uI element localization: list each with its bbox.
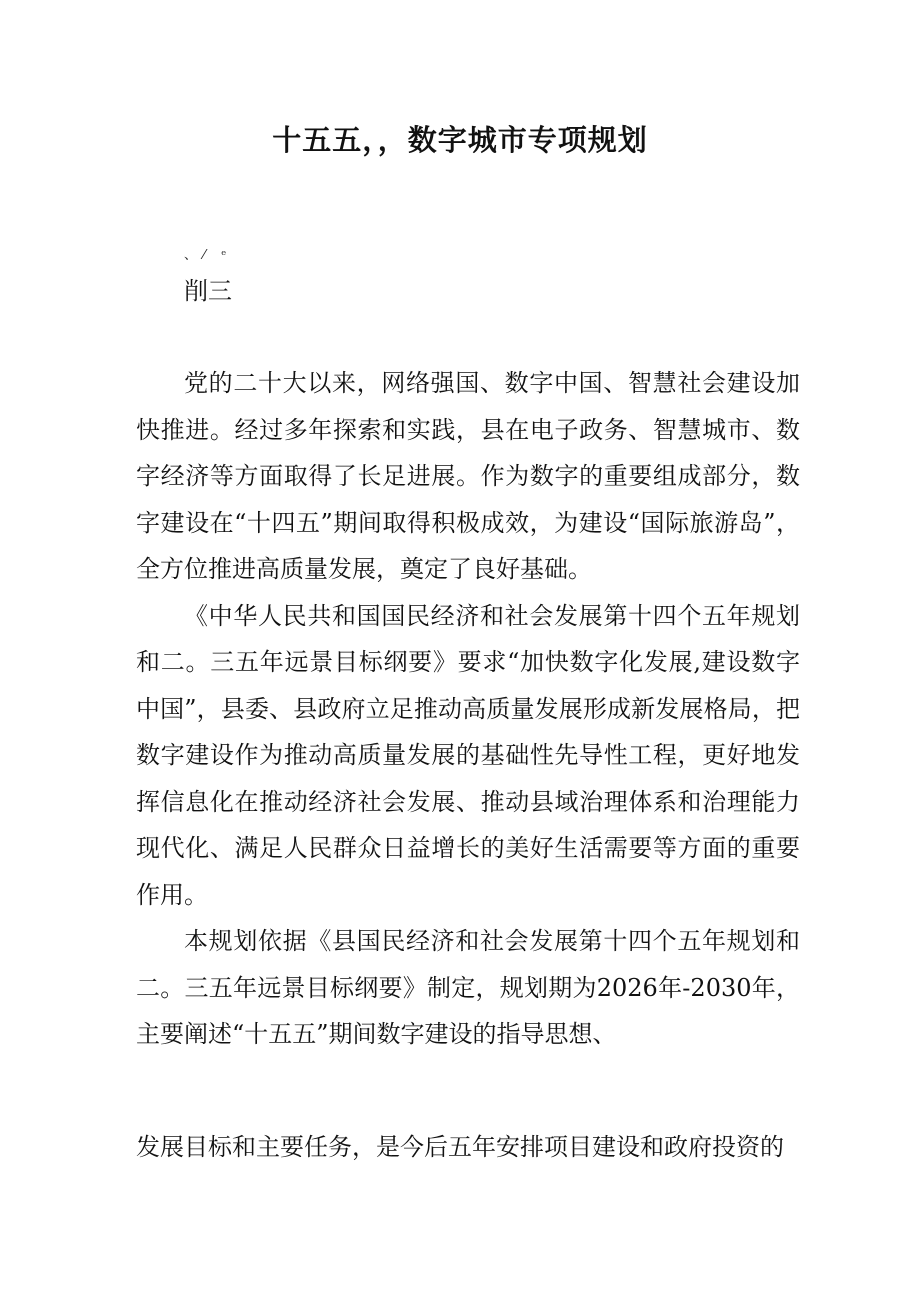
paragraph-1: 党的二十大以来，网络强国、数字中国、智慧社会建设加快推进。经过多年探索和实践，县在电子政务、智慧城市、数字经济等方面取得了长足进展。作为数字的重要组成部分，数字建设在“十四五”期间取得积极成效，为建设“国际旅游岛”，全方位推进高质量发展，奠定了良好基础。 (136, 369, 800, 583)
scan-fragment: 、⁄ ᵉ (184, 248, 233, 263)
paragraph-continuation: 发展目标和主要任务，是今后五年安排项目建设和政府投资的 (136, 1133, 784, 1161)
section-heading: 削三 (184, 277, 232, 305)
paragraph-2: 《中华人民共和国国民经济和社会发展第十四个五年规划和二。三五年远景目标纲要》要求“加快数字化发展,建设数字中国”，县委、县政府立足推动高质量发展形成新发展格局，把数字建设作为推动高质量发展的基础性先导性工程，更好地发挥信息化在推动经济社会发展、推动县域治理体系和治理能力现代化、满足人民群众日益增长的美好生活需要等方面的重要作用。 (136, 601, 800, 909)
body-text (136, 360, 800, 1058)
paragraph-3: 本规划依据《县国民经济和社会发展第十四个五年规划和二。三五年远景目标纲要》制定，规划期为2026年-2030年，主要阐述“十五五”期间数字建设的指导思想、 (136, 927, 800, 1048)
document-title: 十五五，，数字城市专项规划 (272, 123, 648, 157)
